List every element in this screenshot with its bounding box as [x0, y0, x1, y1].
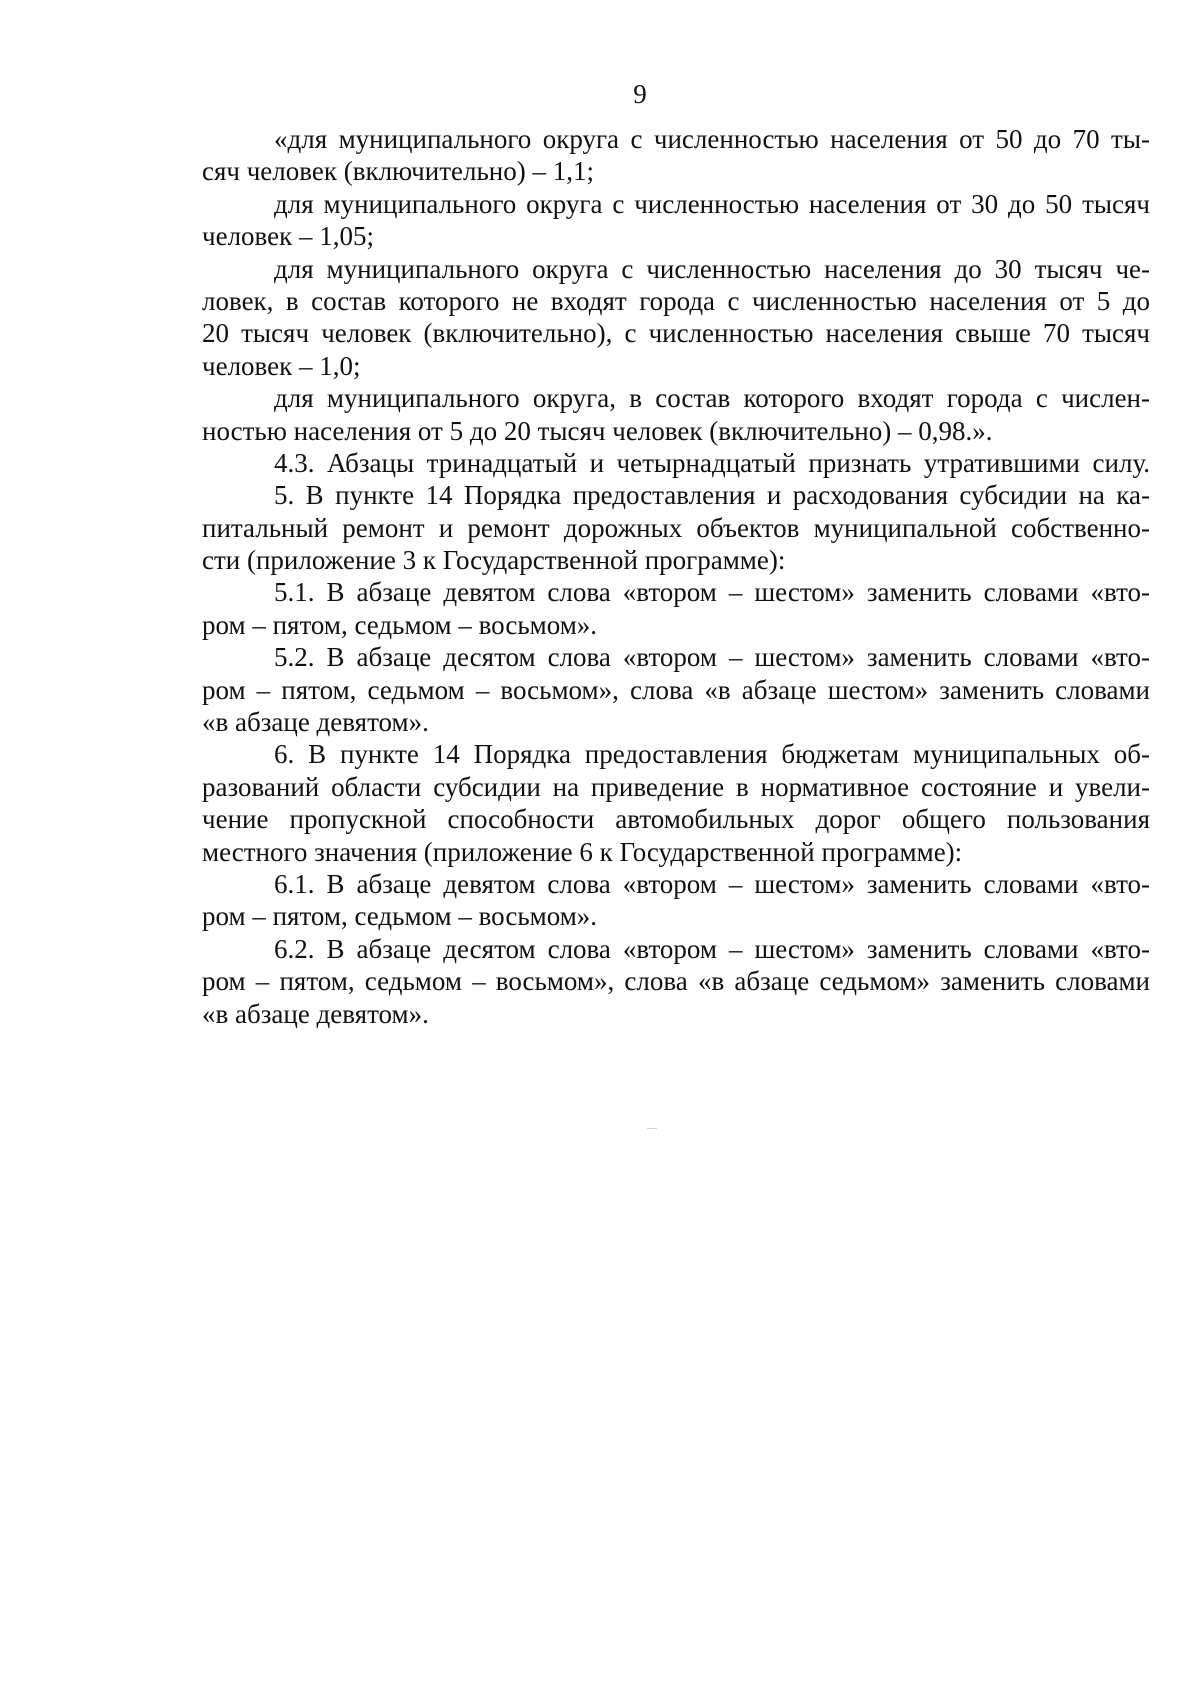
scan-speck [647, 1128, 657, 1129]
text-line: для муниципального округа с численностью населения от 30 до 50 тысяч [274, 188, 1150, 219]
text-line: человек – 1,0; [202, 350, 361, 381]
text-line: 6. В пункте 14 Порядка предоставления бюджетам муниципальных об- [274, 739, 1150, 770]
page-number: 9 [633, 79, 647, 109]
text-line: 6.1. В абзаце девятом слова «втором – шестом» заменить словами «вто- [274, 868, 1150, 899]
text-line: ром – пятом, седьмом – восьмом». [202, 609, 598, 640]
text-line: ром – пятом, седьмом – восьмом», слова «в абзаце седьмом» заменить словами [202, 966, 1150, 997]
text-line: человек – 1,05; [202, 221, 374, 252]
text-line: ром – пятом, седьмом – восьмом», слова «в абзаце шестом» заменить словами [202, 674, 1150, 705]
text-line: ловек, в состав которого не входят города с численностью населения от 5 до [202, 285, 1150, 316]
text-line: 20 тысяч человек (включительно), с численностью населения свыше 70 тысяч [202, 318, 1150, 349]
text-line: питальный ремонт и ремонт дорожных объектов муниципальной собственно- [202, 512, 1150, 543]
text-line: сяч человек (включительно) – 1,1; [202, 156, 594, 187]
text-line: 4.3. Абзацы тринадцатый и четырнадцатый признать утратившими силу. [274, 447, 1150, 478]
document-body [202, 123, 1150, 1030]
text-line: 5.1. В абзаце девятом слова «втором – шестом» заменить словами «вто- [274, 577, 1150, 608]
text-line: разований области субсидии на приведение в нормативное состояние и увели- [202, 771, 1150, 802]
text-line: сти (приложение 3 к Государственной программе): [202, 545, 786, 576]
text-line: «для муниципального округа с численностью населения от 50 до 70 ты- [274, 124, 1150, 154]
text-line: чение пропускной способности автомобильных дорог общего пользования [202, 804, 1150, 835]
text-line: ром – пятом, седьмом – восьмом». [202, 901, 598, 932]
text-line: 5.2. В абзаце десятом слова «втором – шестом» заменить словами «вто- [274, 642, 1150, 673]
text-line: для муниципального округа, в состав которого входят города с числен- [274, 383, 1150, 414]
text-line: «в абзаце девятом». [202, 998, 429, 1029]
text-line: 5. В пункте 14 Порядка предоставления и расходования субсидии на ка- [274, 480, 1150, 511]
text-line: 6.2. В абзаце десятом слова «втором – шестом» заменить словами «вто- [274, 933, 1150, 964]
text-line: для муниципального округа с численностью населения до 30 тысяч че- [274, 253, 1150, 284]
text-line: ностью населения от 5 до 20 тысяч человек (включительно) – 0,98.». [202, 415, 993, 446]
text-line: местного значения (приложение 6 к Государственной программе): [202, 836, 963, 867]
text-line: «в абзаце девятом». [202, 707, 429, 738]
